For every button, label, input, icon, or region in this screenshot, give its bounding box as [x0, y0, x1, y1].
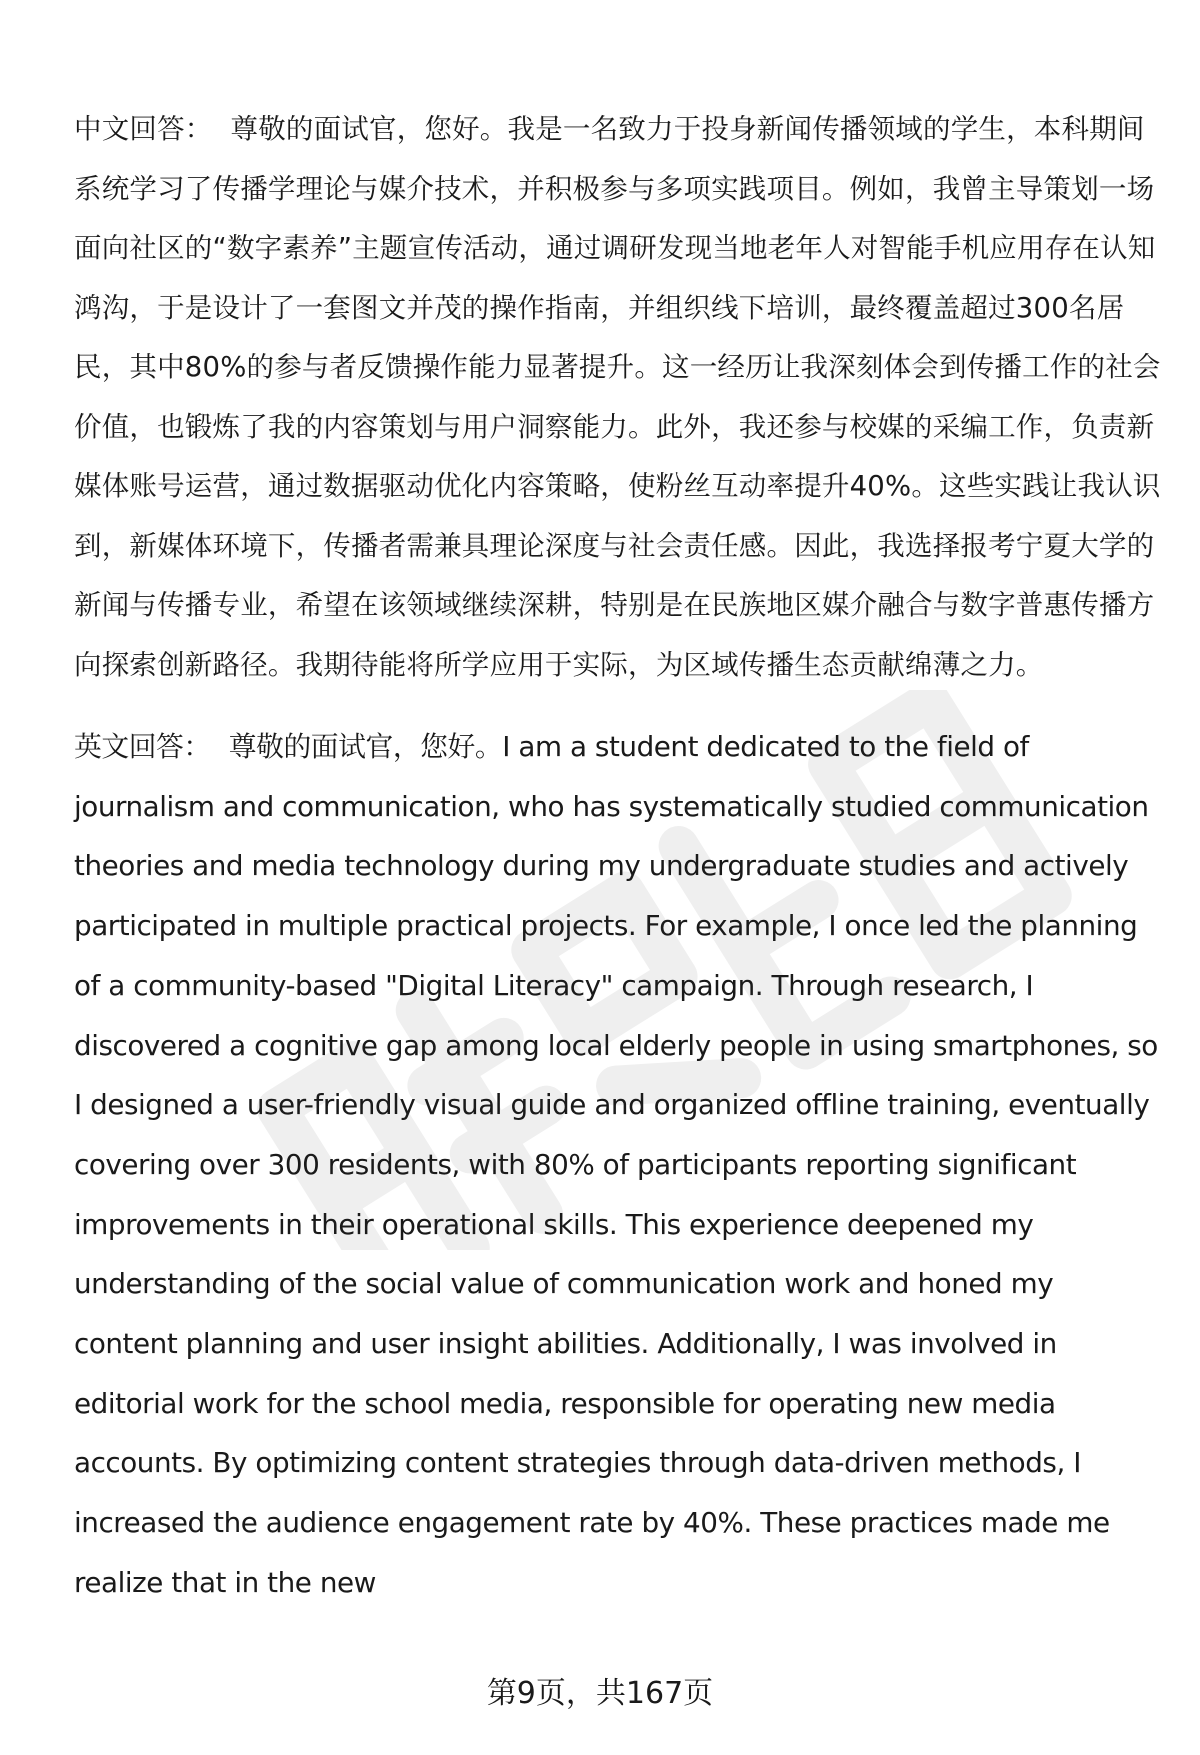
english-answer-greeting: 尊敬的面试官，您好。: [228, 730, 503, 763]
chinese-answer-paragraph: [74, 100, 1164, 695]
content-area: [74, 100, 1164, 1613]
chinese-answer-text: 尊敬的面试官，您好。我是一名致力于投身新闻传播领域的学生，本科期间系统学习了传播学理论与媒介技术，并积极参与多项实践项目。例如，我曾主导策划一场面向社区的“数字素养”主题宣传活动，通过调研发现当地老年人对智能手机应用存在认知鸿沟，于是设计了一套图文并茂的操作指南，并组织线下培训，最终覆盖超过300名居民，其中80%的参与者反馈操作能力显著提升。这一经历让我深刻体会到传播工作的社会价值，也锻炼了我的内容策划与用户洞察能力。此外，我还参与校媒的采编工作，负责新媒体账号运营，通过数据驱动优化内容策略，使粉丝互动率提升40%。这些实践让我认识到，新媒体环境下，传播者需兼具理论深度与社会责任感。因此，我选择报考宁夏大学的新闻与传播专业，希望在该领域继续深耕，特别是在民族地区媒介融合与数字普惠传播方向探索创新路径。我期待能将所学应用于实际，为区域传播生态贡献绵薄之力。: [74, 113, 1161, 681]
english-answer-paragraph: [74, 717, 1164, 1613]
chinese-answer-label: 中文回答：: [74, 113, 213, 145]
page-number-footer: 第9页，共167页: [486, 1676, 714, 1711]
english-answer-label: 英文回答：: [74, 730, 211, 763]
english-answer-text: I am a student dedicated to the field of journalism and communication, who has systematically studied communication theories and media technology during my undergraduate studies and actively participated in multiple practical projects. For example, I once led the planning of a community-based "Digital Literacy" campaign. Through research, I discovered a cognitive gap among local elderly people in using smartphones, so I designed a user-friendly visual guide and organized offline training, eventually covering over 300 residents, with 80% of participants reporting significant improvements in their operational skills. This experience deepened my understanding of the social value of communication work and honed my content planning and user insight abilities. Additionally, I was involved in editorial work for the school media, responsible for operating new media accounts. By optimizing content strategies through data-driven methods, I increased the audience engagement rate by 40%. These practices made me realize that in the new: [74, 730, 1158, 1599]
